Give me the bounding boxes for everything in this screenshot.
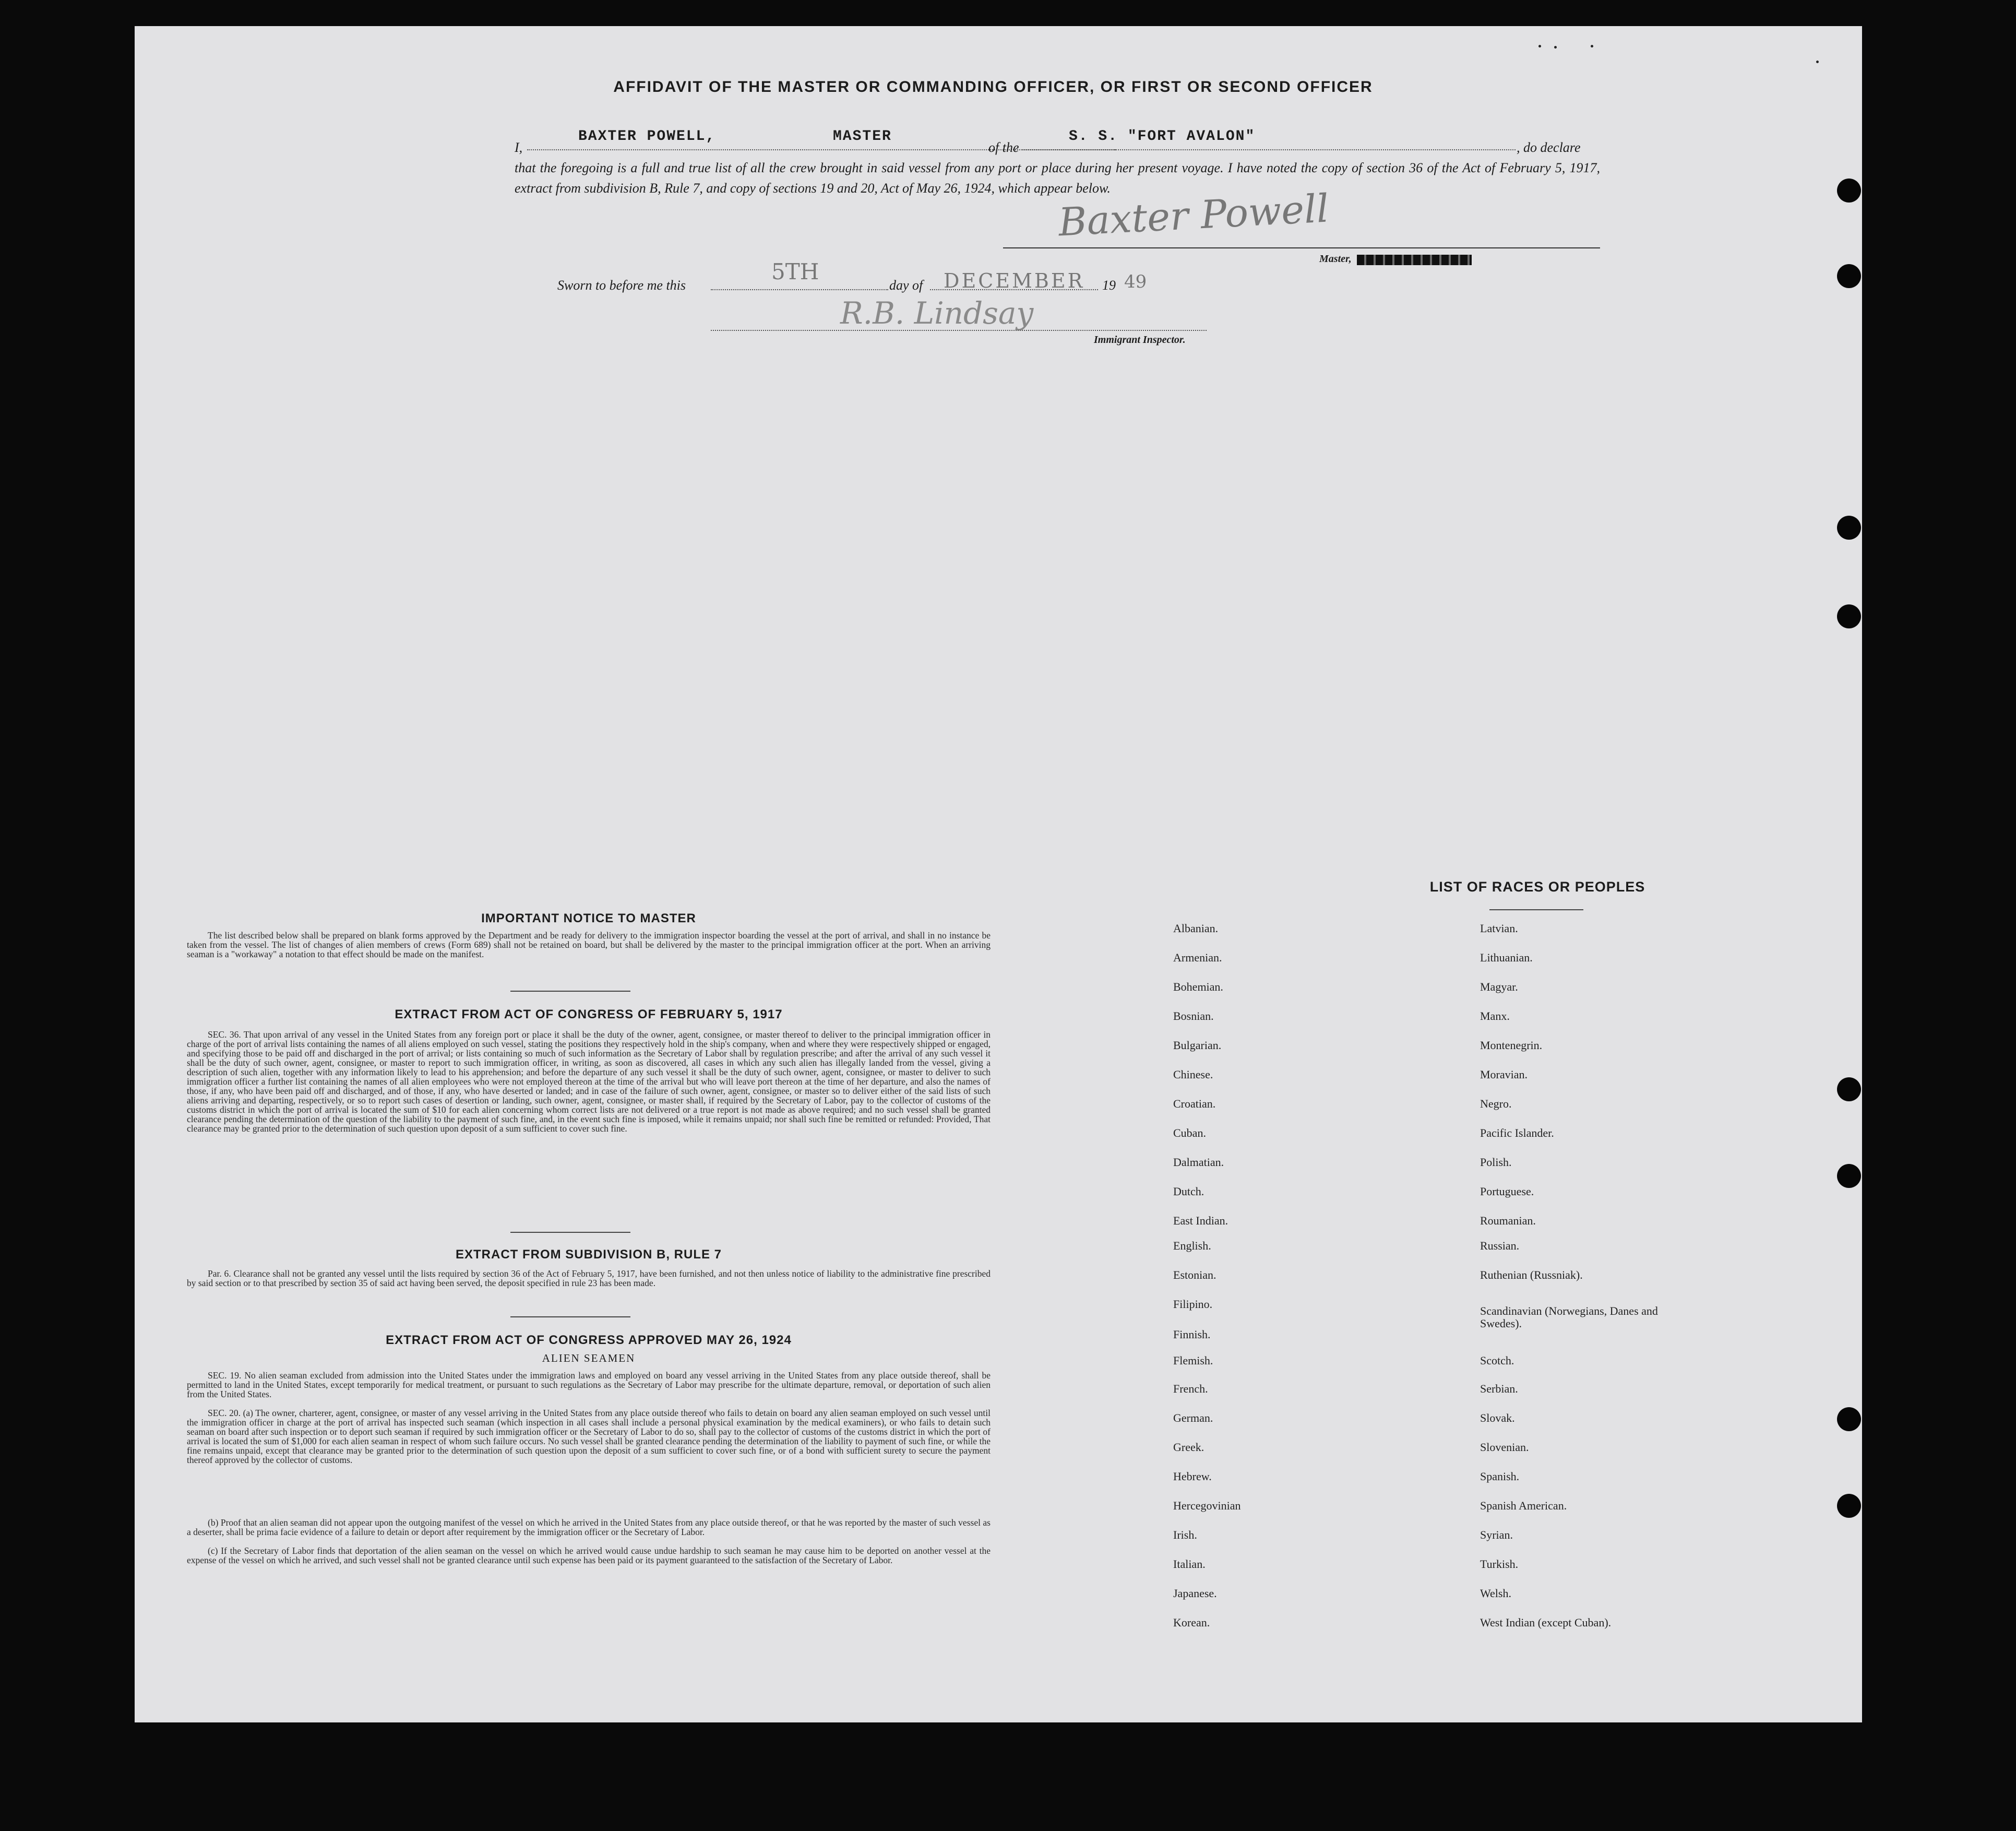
race-item: French. — [1173, 1382, 1208, 1395]
race-item: Bulgarian. — [1173, 1039, 1222, 1052]
notice-heading: IMPORTANT NOTICE TO MASTER — [481, 911, 696, 925]
race-item: Bosnian. — [1173, 1009, 1214, 1022]
binder-hole — [1837, 179, 1861, 203]
extract-1924-sec20c: (c) If the Secretary of Labor finds that deportation of the alien seaman on the vessel on which he arrived would cause undue hardship to such seaman he may cause him to be deported on another vessel at the expense of the vessel on which he arrived, and such vessel shall not be granted clearance until such expense has been paid or its payment guaranteed to the satisfaction of the Secretary of Labor. — [187, 1545, 991, 1565]
race-item: Bohemian. — [1173, 980, 1223, 993]
extract-1917-heading: EXTRACT FROM ACT OF CONGRESS OF FEBRUARY 5, 1917 — [395, 1007, 783, 1021]
do-declare-label: , do declare — [1517, 140, 1581, 155]
extract-1924-sec20b: (b) Proof that an alien seaman did not appear upon the outgoing manifest of the vessel on which he arrived in the United States from any place outside thereof, or that he was reported by the master of such vessel as a deserter, shall be prima facie evidence of a failure to detain or deport after requirement by the immigration officer or the Secretary of Labor. — [187, 1517, 991, 1537]
race-item: Cuban. — [1173, 1126, 1206, 1139]
declarant-rank: MASTER — [833, 128, 892, 145]
binder-hole — [1837, 516, 1861, 540]
of-the-label: of the — [988, 140, 1019, 155]
inspector-label: Immigrant Inspector. — [1094, 334, 1186, 346]
affidavit-body: that the foregoing is a full and true list of all the crew brought in said vessel from any port or place during her present voyage. I have noted the copy of section 36 of the Act of February 5, 1917, extract from subdivision B, Rule 7, and copy of sections 19 and 20, Act of May 26, 1924, which appear below. — [515, 160, 1600, 196]
inspector-signature: R.B. Lindsay — [840, 295, 1034, 331]
race-item: Hercegovinian — [1173, 1499, 1241, 1512]
notice-text: The list described below shall be prepared on blank forms approved by the Department and be ready for delivery to the immigration inspector boarding the vessel at the port of arrival, and shall in no instance be taken from the vessel. The list of changes of alien members of crews (Form 689) shall not be retained on board, but shall be delivered by the master to the principal immigration officer at the port. When an arriving seaman is a "workaway" a notation to that effect should be made on the manifest. — [187, 930, 991, 959]
extract-rule7-heading: EXTRACT FROM SUBDIVISION B, RULE 7 — [455, 1247, 722, 1262]
scan-speck — [1554, 46, 1557, 49]
race-item: Chinese. — [1173, 1068, 1213, 1081]
race-item: Slovak. — [1480, 1411, 1515, 1424]
race-item: Spanish. — [1480, 1470, 1520, 1483]
race-item: Hebrew. — [1173, 1470, 1212, 1483]
races-heading: LIST OF RACES OR PEOPLES — [1429, 879, 1645, 895]
affidavit-heading: AFFIDAVIT OF THE MASTER OR COMMANDING OFFICER, OR FIRST OR SECOND OFFICER — [613, 78, 1373, 96]
binder-hole — [1837, 1407, 1861, 1431]
race-item: Greek. — [1173, 1441, 1204, 1454]
race-item: Filipino. — [1173, 1298, 1213, 1311]
race-item: Moravian. — [1480, 1068, 1528, 1081]
extract-1924-subheading: ALIEN SEAMEN — [542, 1352, 636, 1364]
race-item: Negro. — [1480, 1097, 1512, 1110]
race-item: Latvian. — [1480, 922, 1518, 935]
race-item: Lithuanian. — [1480, 951, 1533, 964]
day-of-label: day of — [889, 278, 923, 293]
year-suffix: 49 — [1124, 271, 1147, 292]
race-item: Montenegrin. — [1480, 1039, 1543, 1052]
race-item: Albanian. — [1173, 922, 1219, 935]
race-item: Armenian. — [1173, 951, 1222, 964]
race-item: Dutch. — [1173, 1185, 1204, 1198]
race-item: West Indian (except Cuban). — [1480, 1616, 1612, 1629]
master-signature: Baxter Powell — [1057, 186, 1330, 245]
race-item: Manx. — [1480, 1009, 1510, 1022]
race-item: Flemish. — [1173, 1354, 1213, 1367]
sworn-day: 5TH — [771, 259, 819, 284]
extract-1924-sec20a: SEC. 20. (a) The owner, charterer, agent, consignee, or master of any vessel arriving in the United States from any place outside thereof who fails to detain on board any alien seaman employed on such vessel until the immigration officer in charge at the port of arrival has inspected such seaman (which inspection in all cases shall include a personal physical examination by the medical examiners), or who fails to detain such seaman on board after such inspection or to deport such seaman if required by such immigration officer or the Secretary of Labor to do so, shall pay to the collector of customs of the customs district in which the port of arrival is located the sum of $1,000 for each alien seaman in respect of whom such failure occurs. No such vessel shall be granted clearance pending the determination of the liability to payment of such fine, or while the fine remains unpaid, except that clearance may be granted prior to the determination of such question upon the deposit of a sum sufficient to cover such fine, or of a bond with sufficient surety to secure the payment thereof approved by the collector of customs. — [187, 1408, 991, 1465]
race-item: Syrian. — [1480, 1528, 1513, 1541]
inspector-line — [711, 330, 1207, 331]
race-item: Dalmatian. — [1173, 1156, 1224, 1169]
race-item: Scotch. — [1480, 1354, 1514, 1367]
redacted-title — [1357, 255, 1472, 265]
extract-rule7-text: Par. 6. Clearance shall not be granted any vessel until the lists required by section 36 of the Act of February 5, 1917, have been furnished, and not then unless notice of liability to the administrative fine prescribed by said section or to that prescribed by section 35 of said act having been served, the deposit specified in rule 23 has been made. — [187, 1268, 991, 1288]
race-item: Estonian. — [1173, 1268, 1216, 1281]
race-item: Korean. — [1173, 1616, 1210, 1629]
binder-hole — [1837, 1077, 1861, 1101]
vessel-name: S. S. "FORT AVALON" — [1069, 128, 1256, 145]
race-item: Polish. — [1480, 1156, 1512, 1169]
binder-hole — [1837, 264, 1861, 288]
race-item: Portuguese. — [1480, 1185, 1534, 1198]
race-item: English. — [1173, 1239, 1211, 1252]
year-prefix: 19 — [1102, 278, 1116, 293]
race-item: Pacific Islander. — [1480, 1126, 1554, 1139]
race-item: Russian. — [1480, 1239, 1520, 1252]
race-item: East Indian. — [1173, 1214, 1228, 1227]
race-item: Turkish. — [1480, 1557, 1519, 1571]
race-item: Japanese. — [1173, 1587, 1217, 1600]
race-item: Magyar. — [1480, 980, 1518, 993]
master-label: Master, — [1319, 253, 1352, 265]
race-item: German. — [1173, 1411, 1213, 1424]
binder-hole — [1837, 604, 1861, 628]
race-item: Scandinavian (Norwegians, Danes and Swedes). — [1480, 1304, 1658, 1330]
sworn-label: Sworn to before me this — [557, 278, 686, 293]
race-item: Spanish American. — [1480, 1499, 1567, 1512]
section-divider — [510, 991, 630, 992]
extract-1924-heading: EXTRACT FROM ACT OF CONGRESS APPROVED MAY 26, 1924 — [386, 1333, 792, 1347]
section-divider — [510, 1316, 630, 1317]
race-item: Welsh. — [1480, 1587, 1511, 1600]
race-item: Ruthenian (Russniak). — [1480, 1268, 1583, 1281]
extract-1924-sec19: SEC. 19. No alien seaman excluded from admission into the United States under the immigration laws and employed on board any vessel arriving in the United States from any place outside thereof, shall be permitted to land in the United States, except temporarily for medical treatment, or pursuant to such regulations as the Secretary of Labor may prescribe for the ultimate departure, removal, or deportation of such alien from the United States. — [187, 1370, 991, 1399]
declarant-name: BAXTER POWELL, — [578, 128, 716, 145]
race-item: Croatian. — [1173, 1097, 1216, 1110]
sworn-day-line — [711, 289, 888, 290]
race-item: Finnish. — [1173, 1328, 1211, 1341]
signature-line — [1003, 247, 1600, 248]
scan-speck — [1816, 61, 1819, 63]
i-label: I, — [515, 140, 523, 155]
race-item: Slovenian. — [1480, 1441, 1529, 1454]
scan-speck — [1591, 45, 1593, 47]
races-divider — [1489, 909, 1583, 910]
section-divider — [510, 1232, 630, 1233]
binder-hole — [1837, 1164, 1861, 1188]
race-item: Roumanian. — [1480, 1214, 1536, 1227]
scan-speck — [1538, 45, 1541, 47]
race-item: Irish. — [1173, 1528, 1197, 1541]
race-item: Serbian. — [1480, 1382, 1518, 1395]
binder-hole — [1837, 1494, 1861, 1518]
extract-1917-text: SEC. 36. That upon arrival of any vessel in the United States from any foreign port or place it shall be the duty of the owner, agent, consignee, or master thereof to deliver to the principal immigration officer in charge of the port of arrival lists containing the names of all aliens employed on such vessel, stating the positions they respectively hold in the ship's company, when and where they were respectively shipped or engaged, and specifying those to be paid off and discharged in the port of arrival; or lists containing so much of such information as the Secretary of Labor shall by regulation prescribe; and after the arrival of any such vessel it shall be the duty of such owner, agent, consignee, or master to report to such immigration officer, in writing, as soon as discovered, all cases in which any such alien has illegally landed from the vessel, giving a description of such alien, together with any information likely to lead to his apprehension; and before the departure of any such vessel it shall be the duty of such owner, agent, consignee, or master to deliver to such immigration officer a further list containing the names of all alien employees who were not employed thereon at the time of the arrival but who will leave port thereon at the time of her departure, and also the names of those, if any, who have been paid off and discharged, and of those, if any, who have deserted or landed; and in case of the failure of such owner, agent, consignee, or master so to deliver either of the said lists of such aliens arriving and departing, respectively, or so to report such cases of desertion or landing, such owner, agent, consignee, or master shall, if required by the Secretary of Labor, pay to the collector of customs of the customs district in which the port of arrival is located the sum of $10 for each alien concerning whom correct lists are not delivered or a true report is not made as above required; and no such vessel shall be granted clearance pending the determination of the question of the liability to the payment of such fine, and, in the event such fine is imposed, while it remains unpaid; nor shall such fine be remitted or refunded: Provided, That clearance may be granted prior to the determination of such question upon deposit of a sum sufficient to cover such fine. — [187, 1029, 991, 1134]
race-item: Italian. — [1173, 1557, 1206, 1571]
document-page — [135, 26, 1862, 1722]
vessel-line — [1022, 149, 1516, 150]
sworn-month: DECEMBER — [944, 269, 1085, 292]
